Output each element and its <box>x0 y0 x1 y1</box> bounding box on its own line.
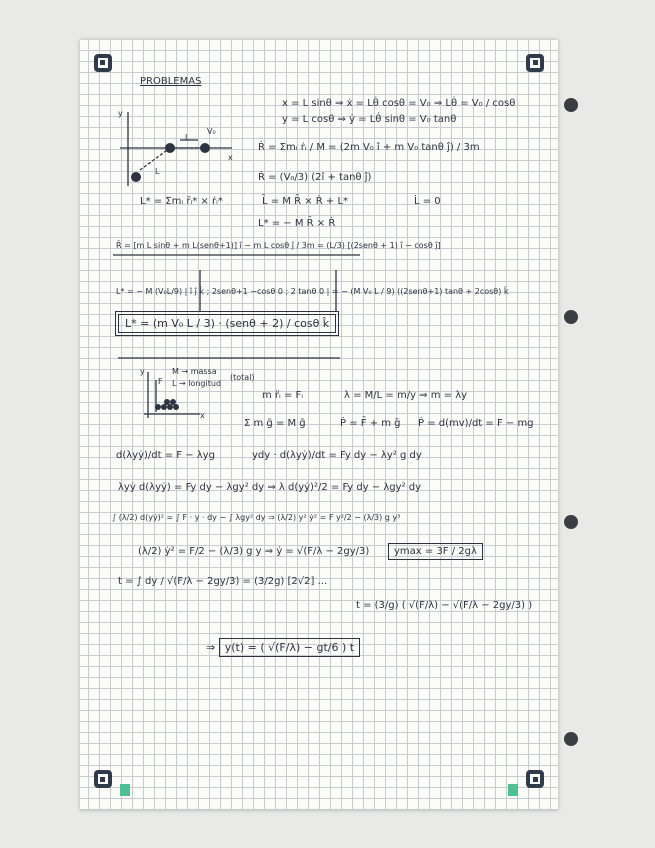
equation-line: Σ m g̃ = M g̃ <box>244 418 306 429</box>
equation-line: L* = − M R̄ × Ṙ <box>258 218 336 229</box>
diagram-label: y <box>140 367 145 376</box>
equation-line: Ṗ = d(mv)/dt = F − mg <box>418 418 534 429</box>
diagram-label: L <box>155 167 160 176</box>
equation-line: Ṙ = Σmᵢ ṙᵢ / M = (2m V₀ î + m V₀ tanθ ĵ) / 3m <box>258 142 480 153</box>
equation-line: Ṗ = F̄ + m ḡ <box>340 418 401 429</box>
equation-line: ∫ (λ/2) d(yẏ)² = ∫ F · y · dy − ∫ λgy² dy ⇒ (λ/2) y² ẏ² = F y²/2 − (λ/3) g y³ <box>112 513 401 522</box>
equation-line: λyẏ d(λyẏ) = Fy dy − λgy² dy ⇒ λ d(yẏ)²/2 = Fy dy − λgy² dy <box>118 482 422 493</box>
diagram-label: L <box>185 133 190 142</box>
diagram-label: x <box>200 411 205 420</box>
equation-line: L* = Σmᵢ r̄ᵢ* × ṙᵢ* <box>140 196 223 207</box>
equation-line: t = ∫ dy / √(F/λ − 2gy/3) = (3/2g) [2√2] ... <box>118 576 328 587</box>
equation-line: ydy · d(λyẏ)/dt = Fy dy − λy² g dy <box>252 450 422 461</box>
page-title: PROBLEMAS <box>140 76 202 87</box>
result-box: L* = (m V₀ L / 3) · (senθ + 2) / cosθ k̂ <box>118 318 336 330</box>
diagram-label: F <box>158 377 163 386</box>
diagram-label: y <box>118 109 123 118</box>
ymax-box: ymax = 3F / 2gλ <box>388 546 483 558</box>
equation-line: (λ/2) ẏ² = F/2 − (λ/3) g y ⇒ ẏ = √(F/λ − 2gy/3) <box>138 546 370 557</box>
result-box: ⇒ y(t) = ( √(F/λ) − gt/6 ) t <box>206 642 360 654</box>
equation-line: L* = − M (V₀L/9) | î ĵ k̂ ; 2senθ+1 −cosθ 0 ; 2 tanθ 0 | = − (M V₀ L / 9) ((2senθ+1) tanθ + 2cosθ) k̂ <box>116 287 509 296</box>
equation-line: y = L cosθ ⇒ ẏ = Lθ̇ sinθ = V₀ tanθ <box>282 114 457 125</box>
equation-line: L̄ = M R̄ × Ṙ + L* <box>262 196 349 207</box>
equation-line: m r̈ᵢ = Fᵢ <box>262 390 304 401</box>
equation-line: d(λyẏ)/dt = F − λyg <box>116 450 215 461</box>
equation-line: t = (3/g) ( √(F/λ) − √(F/λ − 2gy/3) ) <box>356 600 533 611</box>
equation-line: L̇ = 0 <box>414 196 441 207</box>
diagram-note: (total) <box>230 373 255 382</box>
diagram-label: x <box>228 153 233 162</box>
diagram-note: M → massa <box>172 367 217 376</box>
equation-line: R̄ = [m L sinθ + m L(senθ+1)] î − m L cosθ ĵ / 3m = (L/3) [(2senθ + 1) î − cosθ ĵ] <box>116 241 441 250</box>
diagram-label: V₀ <box>207 127 216 136</box>
diagram-note: L → longitud <box>172 379 222 388</box>
equation-line: x = L sinθ ⇒ ẋ = Lθ̇ cosθ = V₀ ⇒ Lθ̇ = V₀ / cosθ <box>282 98 516 109</box>
equation-line: Ṙ = (V₀/3) (2î + tanθ ĵ) <box>258 172 372 183</box>
equation-line: λ = M/L = m/y ⇒ m = λy <box>344 390 468 401</box>
